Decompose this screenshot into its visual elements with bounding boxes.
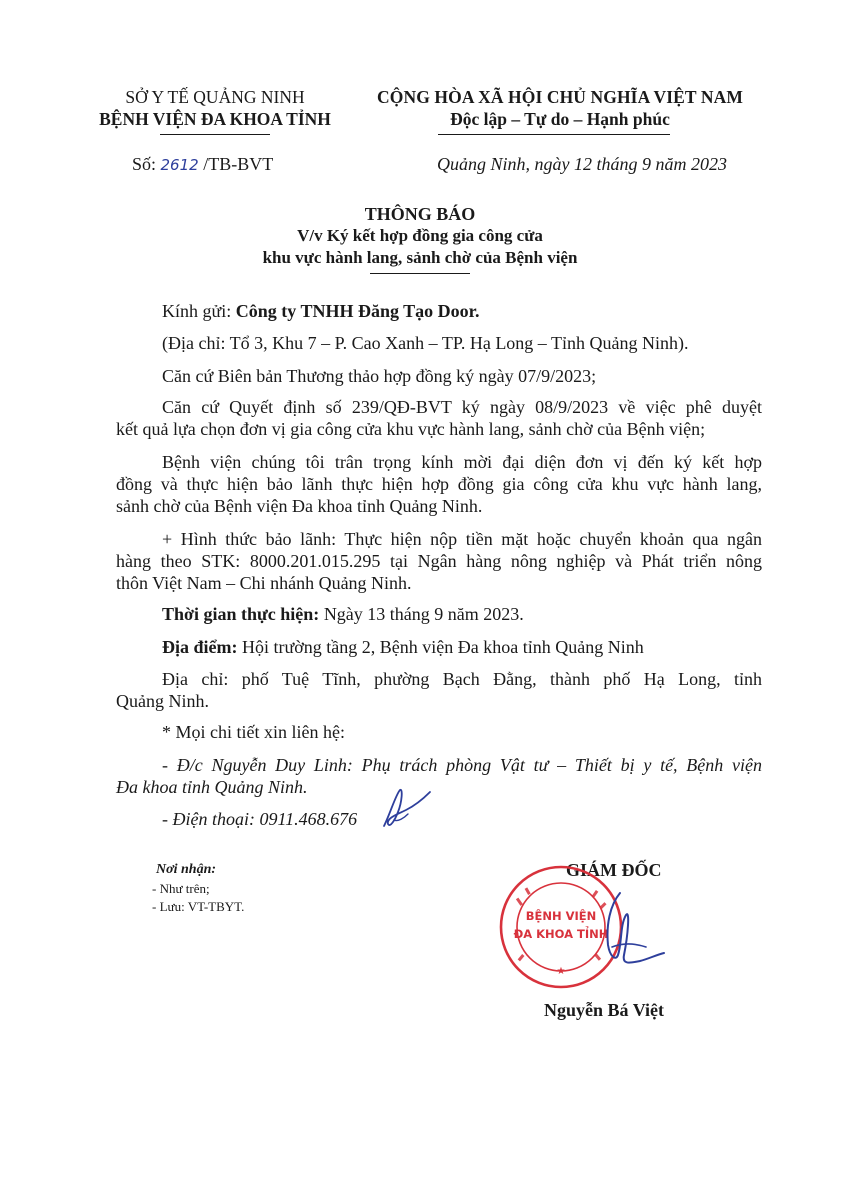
recipient-item: - Lưu: VT-TBYT. <box>152 899 245 914</box>
contact-person-line-1-text: - Đ/c Nguyễn Duy Linh: Phụ trách phòng Vật tư – Thiết bị y tế, Bệnh viện <box>162 755 762 775</box>
time-line <box>116 603 762 625</box>
basis-2-line-1: Căn cứ Quyết định số 239/QĐ-BVT ký ngày 08/9/2023 về việc phê duyệt <box>162 397 762 417</box>
doc-number <box>132 154 273 175</box>
recipients-title: Nơi nhận: <box>156 862 217 877</box>
recipient-item: - Như trên; <box>152 881 210 896</box>
greeting-label: Kính gửi: <box>162 301 232 321</box>
nation-title: CỘNG HÒA XÃ HỘI CHỦ NGHĨA VIỆT NAM <box>377 87 743 107</box>
guarantee-line-3: thôn Việt Nam – Chi nhánh Quảng Ninh. <box>116 573 412 593</box>
contact-phone-text: - Điện thoại: 0911.468.676 <box>162 809 358 829</box>
address-line: (Địa chỉ: Tổ 3, Khu 7 – P. Cao Xanh – TP. Hạ Long – Tỉnh Quảng Ninh). <box>162 333 689 353</box>
contact-intro: * Mọi chi tiết xin liên hệ: <box>162 722 345 742</box>
place-line <box>116 636 762 658</box>
signer-name: Nguyễn Bá Việt <box>544 1000 665 1020</box>
doc-title: THÔNG BÁO <box>364 204 476 224</box>
stamp-center-line-2: ĐA KHOA TỈNH <box>513 927 609 941</box>
greeting-company: Công ty TNHH Đăng Tạo Door. <box>235 301 480 321</box>
svg-text:★: ★ <box>556 966 566 977</box>
basis-1: Căn cứ Biên bản Thương thảo hợp đồng ký ngày 07/9/2023; <box>162 366 597 386</box>
time-label: Thời gian thực hiện: <box>162 604 320 624</box>
place-address-line-1: Địa chỉ: phố Tuệ Tĩnh, phường Bạch Đằng, thành phố Hạ Long, tỉnh <box>162 669 762 689</box>
initials-scribble-icon <box>376 784 436 834</box>
contact-person-line-1 <box>116 754 762 776</box>
title-underline <box>370 273 470 274</box>
org-parent: SỞ Y TẾ QUẢNG NINH <box>125 87 305 107</box>
place-address-line-2: Quảng Ninh. <box>116 691 209 711</box>
basis-2-line-2: kết quả lựa chọn đơn vị gia công cửa khu vực hành lang, sảnh chờ của Bệnh viện; <box>116 419 706 439</box>
org-name: BỆNH VIỆN ĐA KHOA TỈNH <box>99 109 331 129</box>
invite-line-1: Bệnh viện chúng tôi trân trọng kính mời đại diện đơn vị đến ký kết hợp <box>162 452 762 472</box>
doc-subtitle-1: V/v Ký kết hợp đồng gia công cửa <box>297 226 543 245</box>
guarantee-line-1: + Hình thức bảo lãnh: Thực hiện nộp tiền mặt hoặc chuyển khoản qua ngân <box>162 529 762 549</box>
org-underline <box>160 134 270 135</box>
motto-underline <box>438 134 670 135</box>
stamp-center-line-1: BỆNH VIỆN <box>525 909 597 923</box>
guarantee-line-2: hàng theo STK: 8000.201.015.295 tại Ngân hàng nông nghiệp và Phát triển nông <box>116 551 762 571</box>
invite-line-3: sảnh chờ của Bệnh viện Đa khoa tỉnh Quảng Ninh. <box>116 496 483 516</box>
signature-title: GIÁM ĐỐC <box>566 860 662 880</box>
doc-number-prefix: Số: <box>132 154 157 174</box>
doc-number-handwritten: 2612 <box>160 156 199 174</box>
motto: Độc lập – Tự do – Hạnh phúc <box>450 109 670 129</box>
place-value: Hội trường tầng 2, Bệnh viện Đa khoa tỉnh Quảng Ninh <box>242 637 644 657</box>
greeting <box>116 300 762 322</box>
doc-subtitle-2: khu vực hành lang, sảnh chờ của Bệnh viện <box>262 248 578 267</box>
time-value: Ngày 13 tháng 9 năm 2023. <box>323 604 524 624</box>
contact-phone <box>116 808 762 830</box>
signature-scribble-icon <box>560 885 670 985</box>
invite-line-2: đồng và thực hiện bảo lãnh thực hiện hợp đồng gia công cửa khu vực hành lang, <box>116 474 762 494</box>
place-label: Địa điểm: <box>162 637 238 657</box>
date-line: Quảng Ninh, ngày 12 tháng 9 năm 2023 <box>437 154 727 174</box>
contact-person-line-2-text: Đa khoa tỉnh Quảng Ninh. <box>116 777 308 797</box>
doc-number-suffix: /TB-BVT <box>203 154 274 174</box>
contact-person-line-2 <box>116 776 762 798</box>
